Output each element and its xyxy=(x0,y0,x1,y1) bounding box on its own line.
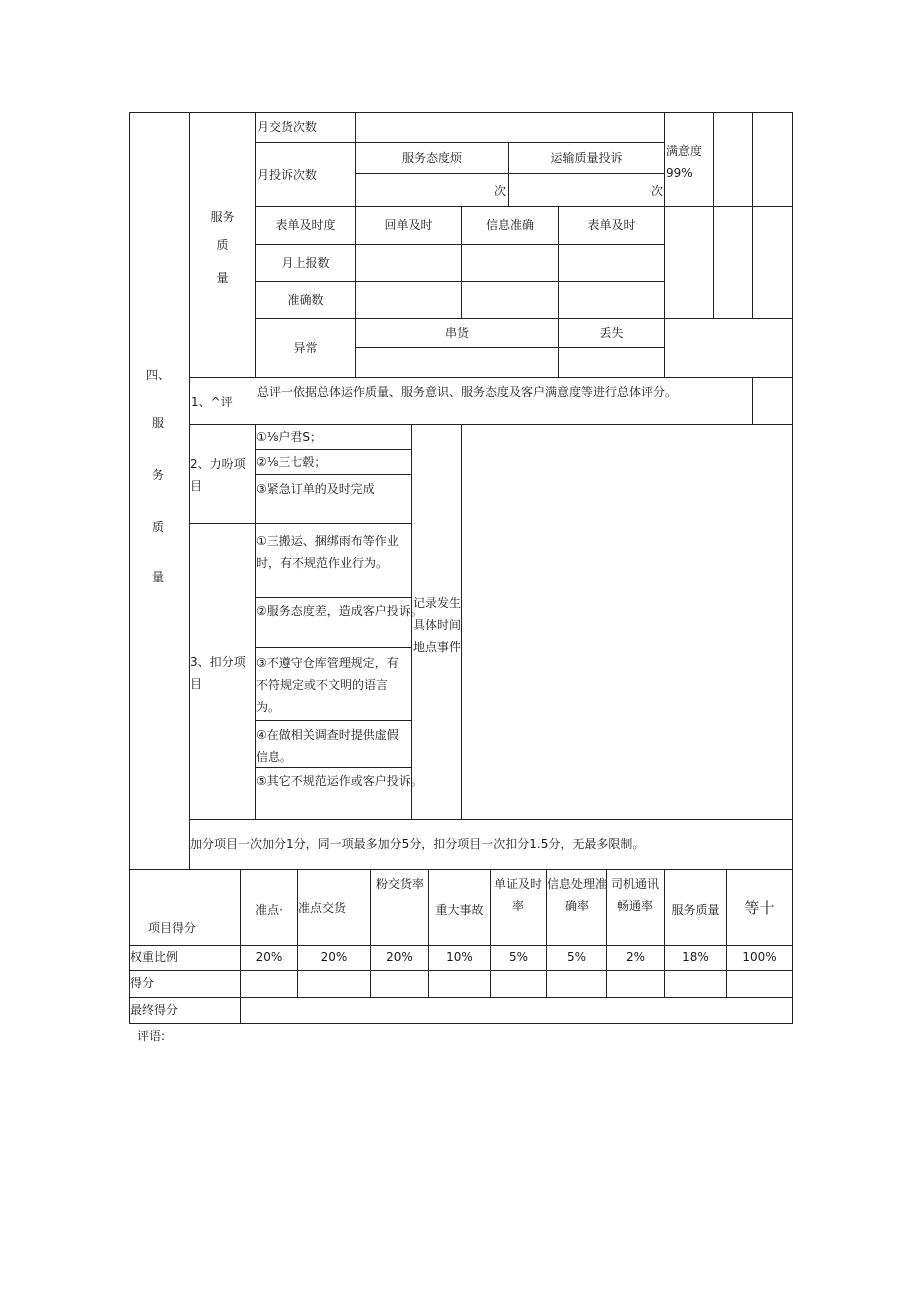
complaint-attitude-label: 服务态度烦 xyxy=(401,151,462,165)
overall-text: 总评一依据总体运作质量、服务意识、服务态度及客户满意度等进行总体评分。 xyxy=(257,385,678,399)
overall-label: 1、^评 xyxy=(191,395,233,409)
deduction-label: 3、扣分项目 xyxy=(190,655,246,691)
comment-label: 评语: xyxy=(137,1029,166,1043)
score-col-7: 司机通讯畅通率 xyxy=(610,877,659,913)
section-label-3: 务 xyxy=(152,468,165,482)
accurate-count-label: 准确数 xyxy=(287,293,324,307)
score-col-3: 粉交货率 xyxy=(376,877,425,891)
deduction-item-5: ⑤其它不规范运作或客户投诉。 xyxy=(256,774,423,788)
score-col-1: 准点· xyxy=(255,903,283,917)
monthly-complaint-label: 月投诉次数 xyxy=(257,168,318,182)
score-col-8: 服务质量 xyxy=(671,903,720,917)
section-label-5: 量 xyxy=(152,570,165,584)
deduction-item-2: ②服务态度差，造成客户投诉。 xyxy=(256,604,423,618)
monthly-report-label: 月上报数 xyxy=(281,256,330,270)
deduction-item-1: ①三搬运、捆绑雨布等作业时，有不规范作业行为。 xyxy=(256,534,399,570)
complaint-transport-label: 运输质量投诉 xyxy=(550,151,623,165)
score-col-2: 准点交货 xyxy=(298,901,347,915)
attitude-times-unit: 次 xyxy=(494,184,507,198)
loss-header: 丢失 xyxy=(599,326,624,340)
section-label-4: 质 xyxy=(152,520,165,534)
score-col-4: 重大事故 xyxy=(435,903,484,917)
bonus-label: 2、力吩项目 xyxy=(190,457,246,493)
final-score-label: 最终得分 xyxy=(130,1003,179,1017)
scoring-rule: 加分项目一次加分1分，同一项最多加分5分，扣分项目一次扣分1.5分，无最多限制。 xyxy=(190,837,645,851)
return-timely-header: 回单及时 xyxy=(384,218,433,232)
deduction-item-4: ④在做相关调查时提供虚假信息。 xyxy=(256,728,399,764)
misdelivery-header: 串货 xyxy=(444,326,469,340)
weight-6: 5% xyxy=(566,950,587,964)
bonus-item-2: ②⅛三七毂； xyxy=(256,455,327,469)
weight-3: 20% xyxy=(386,950,413,964)
weight-7: 2% xyxy=(625,950,646,964)
service-quality-label-2: 质 xyxy=(216,238,229,252)
form-timely-header: 表单及时 xyxy=(587,218,636,232)
service-quality-label-1: 服务 xyxy=(210,210,235,224)
service-quality-label-3: 量 xyxy=(216,271,229,285)
satisfaction-label: 满意度 xyxy=(666,144,703,158)
bonus-item-3: ③紧急订单的及时完成 xyxy=(256,482,375,496)
score-col-9: 等十 xyxy=(744,899,775,917)
monthly-delivery-label: 月交货次数 xyxy=(257,120,318,134)
weight-1: 20% xyxy=(255,950,283,964)
transport-times-unit: 次 xyxy=(651,184,664,198)
score-col-6: 信息处理准确率 xyxy=(547,877,608,913)
weight-label: 权重比例 xyxy=(130,950,179,964)
section-label-1: 四、 xyxy=(146,368,171,382)
info-accurate-header: 信息准确 xyxy=(485,218,534,232)
deduction-item-3: ③不遵守仓库管理规定，有不符规定或不文明的语言为。 xyxy=(256,656,399,714)
score-row-header: 项目得分 xyxy=(148,921,197,935)
weight-2: 20% xyxy=(320,950,348,964)
weight-9: 100% xyxy=(742,950,777,964)
bonus-item-1: ①⅛户君S； xyxy=(256,430,323,444)
score-col-5: 单证及时率 xyxy=(493,877,542,913)
weight-4: 10% xyxy=(446,950,473,964)
weight-5: 5% xyxy=(508,950,529,964)
satisfaction-value: 99% xyxy=(666,166,693,180)
record-note: 记录发生具体时间地点事件 xyxy=(413,596,462,654)
form-timeliness-label: 表单及时度 xyxy=(275,218,336,232)
score-label: 得分 xyxy=(130,976,155,990)
weight-8: 18% xyxy=(682,950,709,964)
section-label-2: 服 xyxy=(152,416,165,430)
anomaly-label: 异常 xyxy=(293,341,318,355)
